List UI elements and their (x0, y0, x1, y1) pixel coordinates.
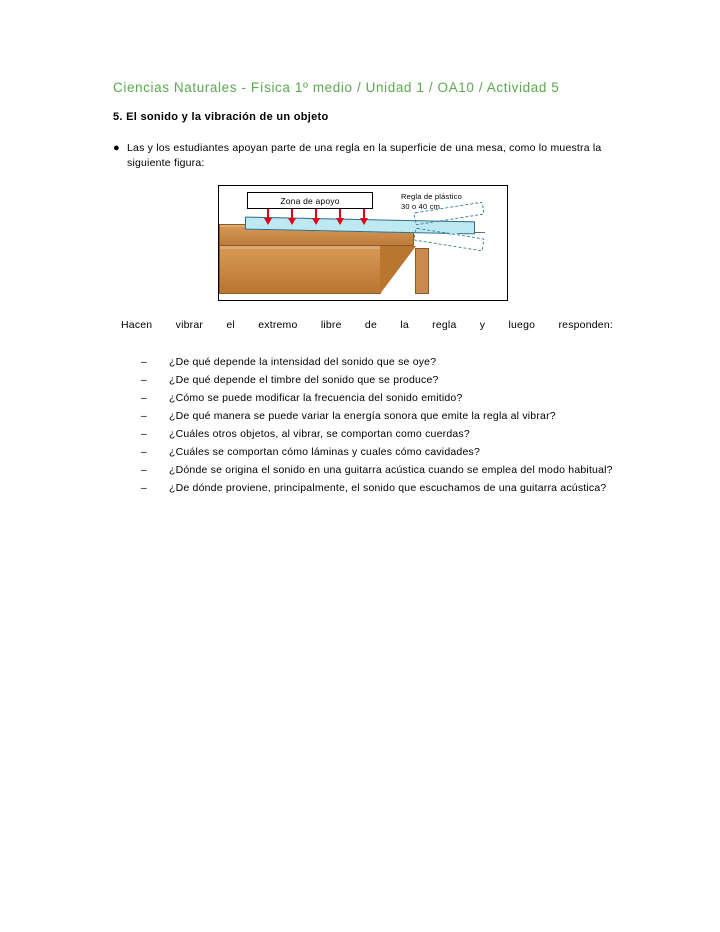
list-item (141, 463, 613, 478)
document-content (113, 80, 613, 499)
table-surface-front (219, 246, 381, 294)
dash-icon: – (141, 374, 147, 386)
question-text: ¿De qué manera se puede variar la energía sonora que emite la regla al vibrar? (169, 410, 556, 422)
dash-icon: – (141, 446, 147, 458)
dash-icon: – (141, 464, 147, 476)
dash-icon: – (141, 410, 147, 422)
intro-bullet (113, 141, 613, 171)
question-text: ¿Dónde se origina el sonido en una guitarra acústica cuando se emplea del modo habitual? (169, 464, 613, 476)
table-edge-bevel (380, 246, 416, 294)
ruler-caption-line1: Regla de plástico (401, 192, 462, 201)
question-text: ¿De qué depende el timbre del sonido que se produce? (169, 374, 439, 386)
dash-icon: – (141, 428, 147, 440)
list-item (141, 373, 613, 388)
dash-icon: – (141, 356, 147, 368)
question-text: ¿Cuáles otros objetos, al vibrar, se comportan como cuerdas? (169, 428, 470, 440)
list-item (141, 409, 613, 424)
question-text: ¿Cuáles se comportan cómo láminas y cuales cómo cavidades? (169, 446, 480, 458)
support-zone-label: Zona de apoyo (247, 192, 373, 209)
bullet-icon: ● (113, 142, 120, 154)
list-item (141, 445, 613, 460)
ruler-caption-line2: 30 o 40 cm (401, 202, 441, 211)
question-text: ¿Cómo se puede modificar la frecuencia del sonido emitido? (169, 392, 463, 404)
breadcrumb: Ciencias Naturales - Física 1º medio / Unidad 1 / OA10 / Actividad 5 (113, 80, 560, 95)
list-item (141, 391, 613, 406)
page-title: 5. El sonido y la vibración de un objeto (113, 111, 329, 123)
ruler-caption (401, 192, 501, 212)
list-item (141, 481, 613, 496)
experiment-figure (218, 185, 508, 301)
question-text: ¿De qué depende la intensidad del sonido que se oye? (169, 356, 437, 368)
list-item (141, 427, 613, 442)
list-item (141, 355, 613, 370)
question-text: ¿De dónde proviene, principalmente, el sonido que escuchamos de una guitarra acústica? (169, 482, 607, 494)
figure-container (113, 185, 613, 301)
dash-icon: – (141, 482, 147, 494)
dash-icon: – (141, 392, 147, 404)
questions-list (141, 355, 613, 496)
table-leg (415, 248, 429, 294)
instruction-text: Hacen vibrar el extremo libre de la regla y luego responden: (121, 319, 613, 331)
intro-text: Las y los estudiantes apoyan parte de una regla en la superficie de una mesa, como lo muestra la siguiente figura: (127, 142, 602, 169)
